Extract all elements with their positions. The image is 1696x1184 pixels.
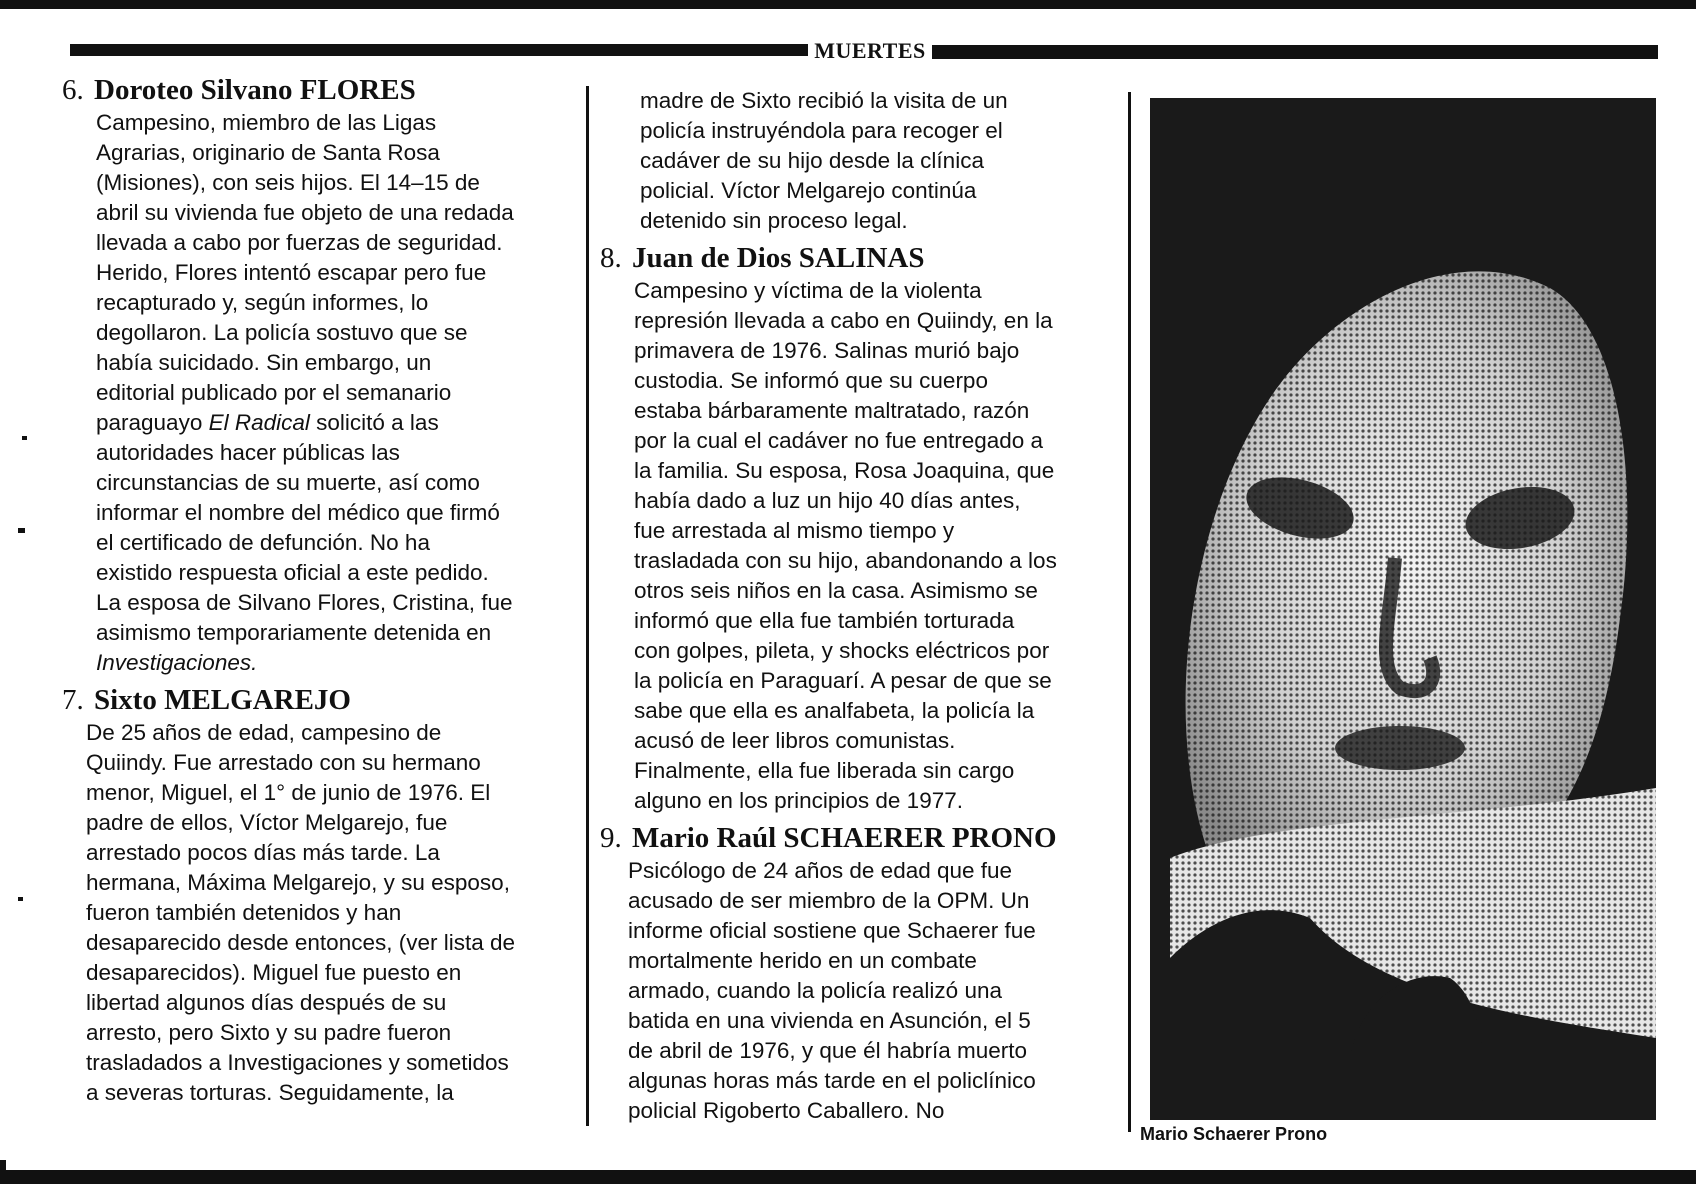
column-left [62,72,572,1108]
margin-mark [22,436,27,440]
corner-mark [0,1160,6,1184]
entry-text: Campesino, miembro de las Ligas Agrarias, originario de Santa Rosa (Misiones), con seis hijos. El 14–15 de abril su vivienda fue objeto de una redada llevada a cabo por fuerzas de seguridad. Herido, Flores intentó escapar pero fue recapturado y, según informes, lo degollaron. La policía sostuvo que se había suicidado. Sin embargo, un editorial publicado por el semanario paraguayo El Radical solicitó a las autoridades hacer públicas las circunstancias de su muerte, así como informar el nombre del médico que firmó el certificado de defunción. No ha existido respuesta oficial a este pedido. La esposa de Silvano Flores, Cristina, fue asimismo temporariamente detenida en Investigaciones. [96,110,514,675]
newspaper-name: El Radical [208,410,310,435]
photo-caption: Mario Schaerer Prono [1140,1124,1328,1144]
entry-text: Campesino y víctima de la violenta represión llevada a cabo en Quiindy, en la primavera de 1976. Salinas murió bajo custodia. Se informó que su cuerpo estaba bárbaramente maltratado, razón por la cual el cadáver no fue entregado a la familia. Su esposa, Rosa Joaquina, que había dado a luz un hijo 40 días antes, fue arrestada al mismo tiempo y trasladada con su hijo, abandonando a los otros seis niños en la casa. Asimismo se informó que ella fue también torturada con golpes, pileta, y shocks eléctricos por la policía en Paraguarí. A pesar de que se sabe que ella es analfabeta, la policía la acusó de leer libros comunistas. Finalmente, ella fue liberada sin cargo alguno en los principios de 1977. [634,278,1057,813]
header-rule-left [70,44,808,56]
entry-heading: 7. Sixto MELGAREJO [62,684,351,716]
entry-text: Psicólogo de 24 años de edad que fue acusado de ser miembro de la OPM. Un informe oficial sostiene que Schaerer fue mortalmente herido en un combate armado, cuando la policía realizó una batida en una vivienda en Asunción, el 5 de abril de 1976, y que él habría muerto algunas horas más tarde en el policlínico policial Rigoberto Caballero. No [628,858,1036,1123]
header-rule-right [932,45,1658,59]
margin-mark [18,528,25,533]
entry-7-continuation: madre de Sixto recibió la visita de un policía instruyéndola para recoger el cadáver de su hijo desde la clínica policial. Víctor Melgarejo continúa detenido sin proceso legal. [640,88,1008,233]
entry-name: Mario Raúl SCHAERER PRONO [632,822,1057,854]
entry-name: Juan de Dios SALINAS [632,242,925,274]
column-divider [1128,92,1131,1132]
entry-8 [600,240,1110,816]
margin-mark [18,897,23,901]
entry-heading: 8. Juan de Dios SALINAS [600,242,925,274]
column-divider [586,86,589,1126]
entry-9 [600,820,1110,1126]
halftone-portrait [1150,98,1656,1120]
entry-heading: 9. Mario Raúl SCHAERER PRONO [600,822,1057,854]
institution-name: Investigaciones. [96,650,258,675]
entry-name: Doroteo Silvano FLORES [94,74,416,106]
bottom-border [0,1170,1696,1184]
entry-name: Sixto MELGAREJO [94,684,351,716]
entry-heading: 6. Doroteo Silvano FLORES [62,74,416,106]
entry-6 [62,72,572,678]
portrait-photo [1150,98,1656,1120]
section-title: MUERTES [814,38,926,63]
entry-text: De 25 años de edad, campesino de Quiindy. Fue arrestado con su hermano menor, Miguel, el 1° de junio de 1976. El padre de ellos, Víctor Melgarejo, fue arrestado pocos días más tarde. La hermana, Máxima Melgarejo, y su esposo, fueron también detenidos y han desaparecido desde entonces, (ver lista de desaparecidos). Miguel fue puesto en libertad algunos días después de su arresto, pero Sixto y su padre fueron trasladados a Investigaciones y sometidos a severas torturas. Seguidamente, la [86,720,516,1105]
entry-7 [62,682,572,1108]
top-border [0,0,1696,9]
column-middle [600,86,1110,1126]
